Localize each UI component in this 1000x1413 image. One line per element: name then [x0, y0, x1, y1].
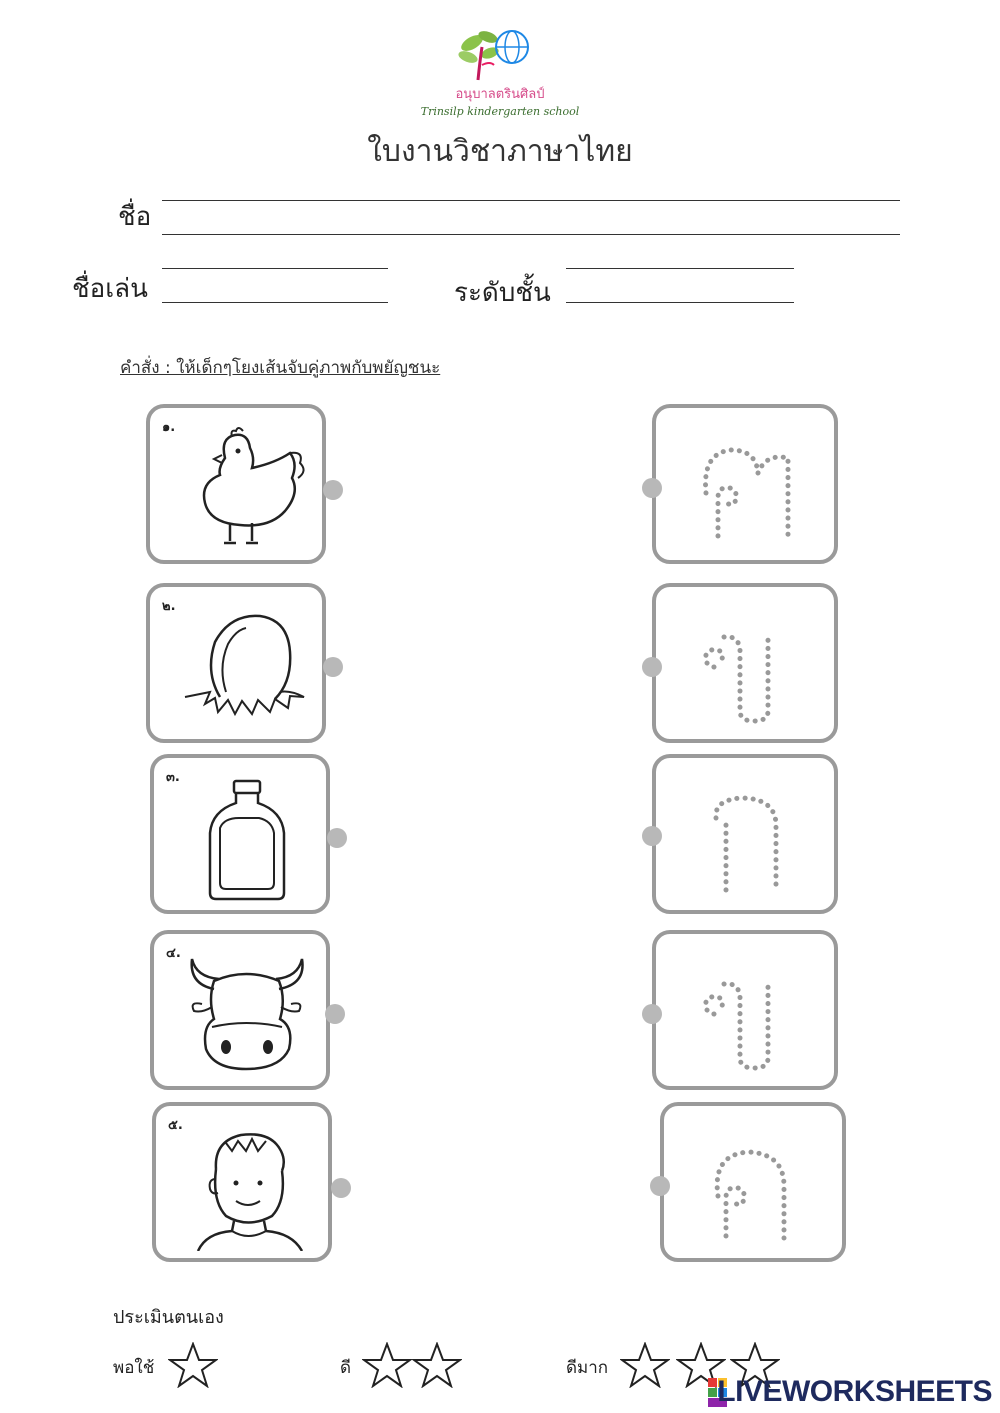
letter-to-tao: [696, 428, 796, 548]
connector-dot[interactable]: [323, 657, 343, 677]
letter-kho-khai: [696, 607, 796, 727]
name-line-2[interactable]: [162, 234, 900, 235]
connector-dot[interactable]: [642, 1004, 662, 1024]
rating-good-label: ดี: [340, 1358, 352, 1378]
connector-dot[interactable]: [327, 828, 347, 848]
letter-card-3: [652, 754, 838, 914]
connector-dot[interactable]: [323, 480, 343, 500]
picture-card-2: [146, 583, 326, 743]
letter-card-4: [652, 930, 838, 1090]
bottle-icon: [184, 773, 309, 903]
nickname-line-2[interactable]: [162, 302, 388, 303]
item-number: ๓.: [166, 770, 180, 785]
item-number: ๔.: [166, 946, 181, 961]
rating-very-good-label: ดีมาก: [566, 1358, 609, 1378]
star-icon[interactable]: [620, 1342, 670, 1388]
connector-dot[interactable]: [642, 826, 662, 846]
connector-dot[interactable]: [650, 1176, 670, 1196]
item-number: ๒.: [162, 599, 176, 614]
letter-ko-kai: [696, 778, 796, 898]
item-number: ๕.: [168, 1118, 183, 1133]
rating-fair-label: พอใช้: [113, 1358, 155, 1378]
self-evaluation-title: ประเมินตนเอง: [113, 1307, 224, 1328]
name-line-1[interactable]: [162, 200, 900, 201]
grade-line-2[interactable]: [566, 302, 794, 303]
connector-dot[interactable]: [642, 657, 662, 677]
connector-dot[interactable]: [642, 478, 662, 498]
school-name-english: Trinsilp kindergarten school: [420, 105, 580, 118]
grade-line-1[interactable]: [566, 268, 794, 269]
picture-card-1: [146, 404, 326, 564]
picture-card-5: [152, 1102, 332, 1262]
worksheet-title: ใบงานวิชาภาษาไทย: [367, 134, 633, 169]
buffalo-icon: [184, 949, 309, 1079]
tree-globe-icon: [410, 25, 590, 85]
picture-card-3: [150, 754, 330, 914]
letter-card-5: [660, 1102, 846, 1262]
picture-card-4: [150, 930, 330, 1090]
letter-card-2: [652, 583, 838, 743]
letter-kho-khai-2: [696, 954, 796, 1074]
star-icon[interactable]: [362, 1342, 412, 1388]
school-logo: [410, 25, 590, 125]
name-label: ชื่อ: [118, 202, 152, 232]
letter-do-dek: [704, 1126, 804, 1246]
nickname-line-1[interactable]: [162, 268, 388, 269]
connector-dot[interactable]: [331, 1178, 351, 1198]
boy-icon: [186, 1121, 311, 1251]
star-icon[interactable]: [412, 1342, 462, 1388]
item-number: ๑.: [162, 420, 176, 435]
instruction-text: คำสั่ง : ให้เด็กๆโยงเส้นจับคู่ภาพกับพยัญชนะ: [120, 358, 441, 378]
school-name-thai: อนุบาลตรินศิลป์: [455, 87, 545, 102]
nickname-label: ชื่อเล่น: [72, 274, 148, 304]
star-icon[interactable]: [168, 1342, 218, 1388]
chicken-icon: [180, 423, 305, 553]
egg-icon: [180, 602, 305, 732]
liveworksheets-watermark: LIVEWORKSHEETS: [717, 1375, 992, 1408]
connector-dot[interactable]: [325, 1004, 345, 1024]
grade-label: ระดับชั้น: [454, 278, 551, 308]
letter-card-1: [652, 404, 838, 564]
